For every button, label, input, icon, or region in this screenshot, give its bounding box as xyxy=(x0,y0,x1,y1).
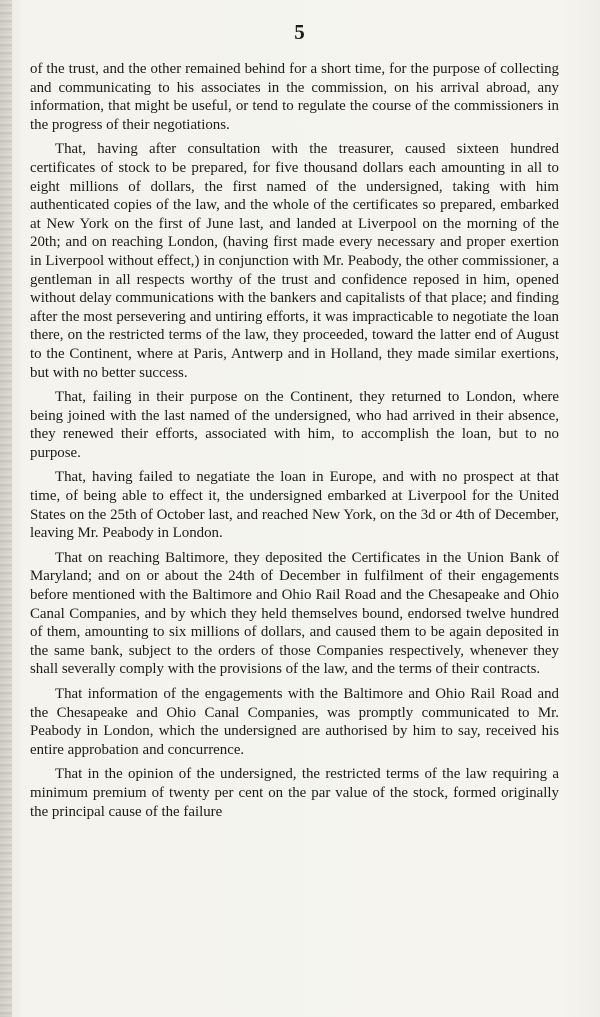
page-binding-edge xyxy=(0,0,12,1017)
page-number: 5 xyxy=(294,20,306,44)
paragraph: of the trust, and the other remained behind for a short time, for the purpose of collecting and communicating to his associates in the commission, on his arrival abroad, any information, that might be useful, or tend to regulate the course of the commissioners in the progress of their negotiations. xyxy=(30,61,559,133)
paragraph: That, having failed to negatiate the loan in Europe, and with no prospect at that time, of being able to effect it, the undersigned embarked at Liverpool for the United States on the 25th of October last, and reached New York, on the 3d or 4th of December, leaving Mr. Peabody in London. xyxy=(30,469,559,542)
paragraph: That, having after consultation with the treasurer, caused sixteen hundred certificates of stock to be prepared, for five thousand dollars each amounting in all to eight millions of dollars, the first named of the undersigned, taking with him authenticated copies of the law, and the whole of the certificates so prepared, embarked at New York on the first of June last, and landed at Liverpool on the morning of the 20th; and on reaching London, (having first made every necessary and proper exertion in Liverpool without effect,) in conjunction with Mr. Peabody, the other commissioner, a gentleman in all respects worthy of the trust and confidence reposed in him, opened without delay communications with the bankers and capitalists of that place; and finding after the most persevering and untiring efforts, it was impracticable to negotiate the loan there, on the restricted terms of the law, they proceeded, toward the latter end of August to the Continent, where at Paris, Antwerp and in Holland, they made similar exertions, but with no better success. xyxy=(30,141,559,381)
paragraph: That information of the engagements with the Baltimore and Ohio Rail Road and the Chesapeake and Ohio Canal Companies, was promptly communicated to Mr. Peabody in London, which the undersigned are authorised by him to say, received his entire approbation and concurrence. xyxy=(30,686,559,758)
paragraph: That, failing in their purpose on the Continent, they returned to London, where being joined with the last named of the undersigned, who had arrived in their absence, they renewed their efforts, associated with him, to accomplish the loan, but to no purpose. xyxy=(30,389,559,461)
paragraph: That on reaching Baltimore, they deposited the Certificates in the Union Bank of Maryland; and on or about the 24th of December in fulfilment of their engagements before mentioned with the Baltimore and Ohio Rail Road and the Chesapeake and Ohio Canal Companies, and by which they held themselves bound, endorsed twelve hundred of them, amounting to six millions of dollars, and caused them to be again deposited in the same bank, subject to the orders of those Companies respectively, whenever they shall severally comply with the provisions of the law, and the terms of their contracts. xyxy=(30,549,559,678)
body-text xyxy=(30,60,559,827)
paragraph: That in the opinion of the undersigned, the restricted terms of the law requiring a minimum premium of twenty per cent on the par value of the stock, formed originally the principal cause of the failure xyxy=(30,766,559,820)
